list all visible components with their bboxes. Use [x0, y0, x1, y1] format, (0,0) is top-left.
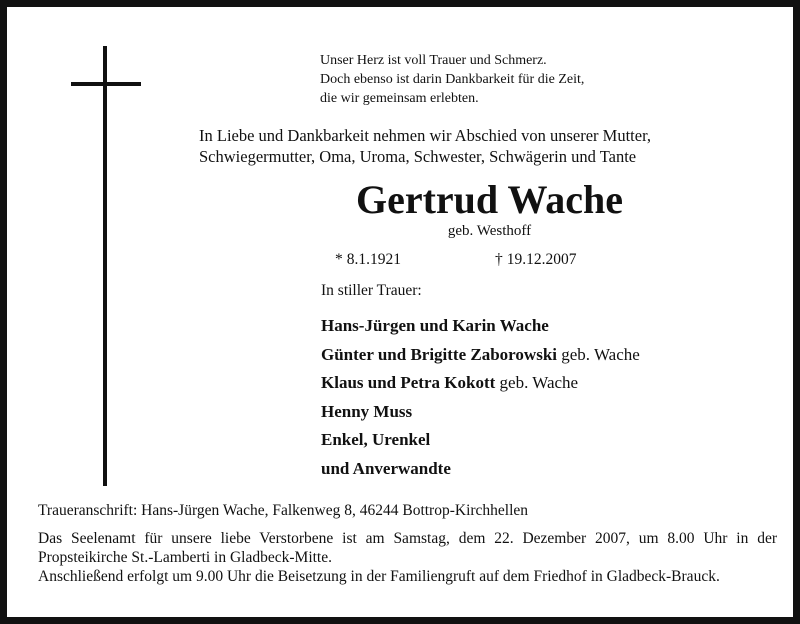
mourner-name: und Anverwandte	[321, 458, 451, 478]
mourners-list	[321, 312, 640, 483]
intro-line: Schwiegermutter, Oma, Uroma, Schwester, Schwägerin und Tante	[199, 147, 637, 166]
requiem-text: Das Seelenamt für unsere liebe Verstorbene ist am Samstag, dem 22. Dezember 2007, um 8.00 Uhr in der Propsteikirche St.-Lamberti in Gladbeck-Mitte.	[38, 530, 777, 566]
mourner-entry	[321, 455, 640, 484]
mourner-name: Günter und Brigitte Zaborowski	[321, 344, 557, 364]
mourner-suffix: geb. Wache	[561, 344, 640, 364]
verse-line: die wir gemeinsam erlebten.	[320, 91, 479, 106]
intro-text	[199, 125, 651, 167]
mourning-address: Traueranschrift: Hans-Jürgen Wache, Falkenweg 8, 46244 Bottrop-Kirchhellen	[38, 502, 529, 519]
cross-icon	[103, 46, 107, 486]
death-symbol: †	[495, 251, 503, 268]
mourner-name: Henny Muss	[321, 401, 413, 421]
verse-line: Unser Herz ist voll Trauer und Schmerz.	[320, 53, 547, 68]
mourner-entry	[321, 369, 640, 398]
mourner-name: Klaus und Petra Kokott	[321, 373, 496, 392]
mourners-heading: In stiller Trauer:	[321, 282, 422, 299]
death-date	[495, 251, 577, 269]
deceased-name: Gertrud Wache	[355, 177, 623, 222]
mourner-entry	[321, 312, 640, 341]
cross-icon-crossbar	[71, 82, 141, 86]
birth-symbol: *	[335, 251, 343, 268]
intro-line: In Liebe und Dankbarkeit nehmen wir Abschied von unserer Mutter,	[199, 126, 652, 145]
mourner-name: Hans-Jürgen und Karin Wache	[321, 316, 549, 335]
mourner-entry	[321, 426, 640, 455]
mourner-suffix: geb. Wache	[499, 373, 579, 392]
burial-text: Anschließend erfolgt um 9.00 Uhr die Beisetzung in der Familiengruft auf dem Friedhof in Gladbeck-Brauck.	[38, 568, 720, 585]
mourner-entry	[321, 398, 640, 427]
service-info	[38, 529, 777, 586]
verse-line: Doch ebenso ist darin Dankbarkeit für die Zeit,	[320, 72, 585, 87]
birth-date	[335, 251, 401, 269]
mourner-name: Enkel, Urenkel	[321, 430, 431, 449]
maiden-name: geb. Westhoff	[447, 223, 532, 239]
verse	[320, 51, 584, 108]
death-date-value: 19.12.2007	[506, 251, 577, 268]
mourner-entry	[321, 341, 640, 370]
birth-date-value: 8.1.1921	[346, 251, 401, 268]
